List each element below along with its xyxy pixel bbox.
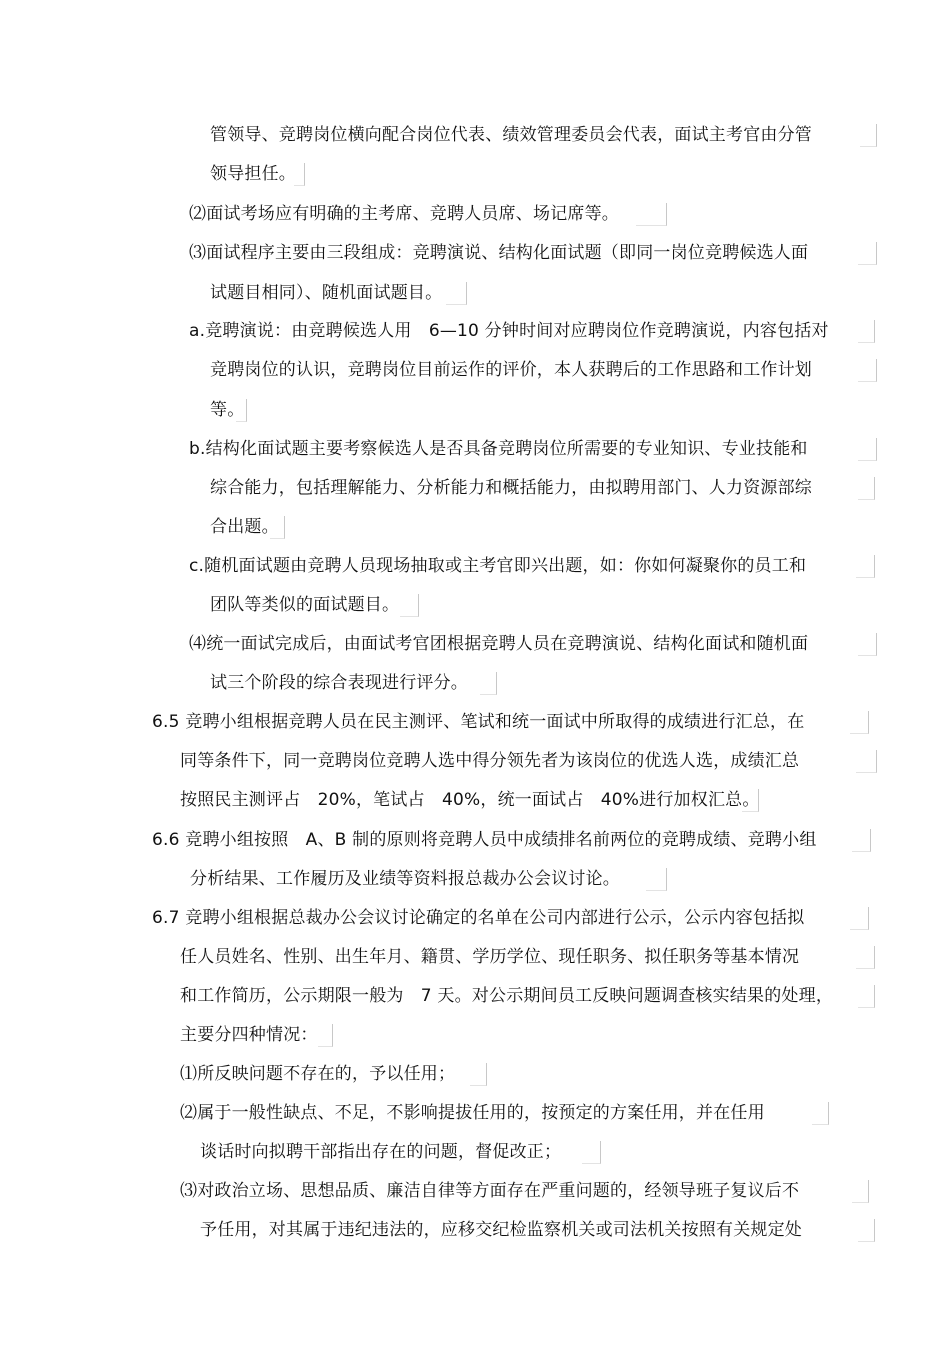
line-marker: [646, 868, 667, 891]
text-line: 管领导、竞聘岗位横向配合岗位代表、绩效管理委员会代表，面试主考官由分管: [210, 125, 812, 145]
line-marker: [400, 594, 419, 617]
text-line: ⑴所反映问题不存在的，予以任用；: [180, 1064, 456, 1084]
line-marker: [856, 555, 875, 578]
line-marker: [858, 320, 875, 343]
text-line: 6.7 竞聘小组根据总裁办公会议讨论确定的名单在公司内部进行公示，公示内容包括拟: [152, 908, 805, 928]
text-line: ⑷统一面试完成后，由面试考官团根据竞聘人员在竞聘演说、结构化面试和随机面: [189, 634, 809, 654]
line-marker: [858, 242, 877, 265]
line-marker: [582, 1141, 601, 1164]
line-marker: [812, 1102, 829, 1125]
text-line: ⑶对政治立场、思想品质、廉洁自律等方面存在严重问题的，经领导班子复议后不: [180, 1181, 800, 1201]
line-marker: [858, 985, 875, 1008]
line-marker: [294, 163, 305, 186]
text-line: 竞聘岗位的认识，竞聘岗位目前运作的评价，本人获聘后的工作思路和工作计划: [210, 360, 812, 380]
text-line: ⑵面试考场应有明确的主考席、竞聘人员席、场记席等。: [189, 204, 619, 224]
line-marker: [856, 750, 877, 773]
text-line: 主要分四种情况：: [180, 1025, 318, 1045]
text-line: 同等条件下，同一竞聘岗位竞聘人选中得分领先者为该岗位的优选人选，成绩汇总: [180, 751, 800, 771]
text-line: 谈话时向拟聘干部指出存在的问题，督促改正；: [200, 1142, 562, 1162]
line-marker: [850, 711, 869, 734]
line-marker: [858, 359, 877, 382]
line-marker: [318, 1024, 333, 1047]
text-line: 按照民主测评占 20%，笔试占 40%，统一面试占 40%进行加权汇总。: [180, 790, 760, 810]
text-line: 综合能力，包括理解能力、分析能力和概括能力，由拟聘用部门、人力资源部综: [210, 478, 812, 498]
line-marker: [742, 789, 759, 812]
text-line: 6.5 竞聘小组根据竞聘人员在民主测评、笔试和统一面试中所取得的成绩进行汇总，在: [152, 712, 805, 732]
text-line: 合出题。: [210, 517, 279, 537]
line-marker: [860, 124, 877, 147]
text-line: 等。: [210, 400, 245, 420]
line-marker: [858, 438, 877, 461]
line-marker: [858, 633, 877, 656]
text-line: 团队等类似的面试题目。: [210, 595, 400, 615]
text-line: 试题目相同）、随机面试题目。: [210, 283, 443, 303]
text-line: c.随机面试题由竞聘人员现场抽取或主考官即兴出题，如：你如何凝聚你的员工和: [189, 556, 807, 576]
line-marker: [852, 829, 871, 852]
line-marker: [636, 203, 667, 226]
line-marker: [850, 907, 869, 930]
text-line: ⑵属于一般性缺点、不足，不影响提拔任用的，按预定的方案任用，并在任用: [180, 1103, 765, 1123]
line-marker: [236, 399, 247, 422]
line-marker: [852, 1180, 869, 1203]
line-marker: [470, 1063, 487, 1086]
text-line: b.结构化面试题主要考察候选人是否具备竞聘岗位所需要的专业知识、专业技能和: [189, 439, 808, 459]
text-line: 6.6 竞聘小组按照 A、B 制的原则将竞聘人员中成绩排名前两位的竞聘成绩、竞聘小组: [152, 830, 817, 850]
text-line: ⑶面试程序主要由三段组成：竞聘演说、结构化面试题（即同一岗位竞聘候选人面: [189, 243, 809, 263]
text-line: 任人员姓名、性别、出生年月、籍贯、学历学位、现任职务、拟任职务等基本情况: [180, 947, 800, 967]
line-marker: [270, 516, 285, 539]
line-marker: [858, 1219, 875, 1242]
text-line: a.竞聘演说：由竞聘候选人用 6—10 分钟时间对应聘岗位作竞聘演说，内容包括对: [189, 321, 829, 341]
text-line: 予任用，对其属于违纪违法的，应移交纪检监察机关或司法机关按照有关规定处: [200, 1220, 802, 1240]
text-line: 和工作简历，公示期限一般为 7 天。对公示期间员工反映问题调查核实结果的处理，: [180, 986, 834, 1006]
line-marker: [446, 282, 467, 305]
line-marker: [858, 477, 875, 500]
text-line: 领导担任。: [210, 164, 296, 184]
line-marker: [856, 946, 875, 969]
line-marker: [480, 672, 497, 695]
text-line: 试三个阶段的综合表现进行评分。: [210, 673, 468, 693]
text-line: 分析结果、工作履历及业绩等资料报总裁办公会议讨论。: [190, 869, 620, 889]
